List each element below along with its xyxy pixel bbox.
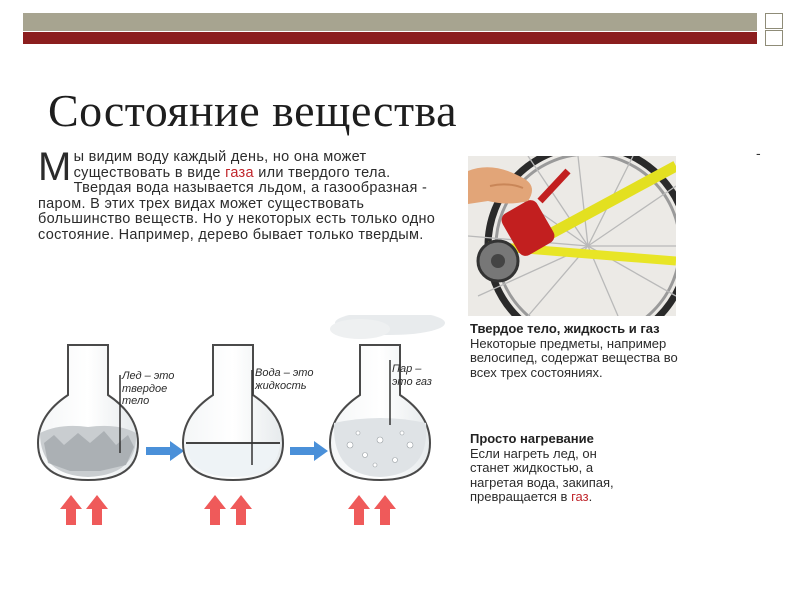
steam-cloud-2 bbox=[330, 319, 390, 339]
caption-heating-heading: Просто нагревание bbox=[470, 431, 594, 446]
arrow-right-icon bbox=[290, 441, 328, 461]
flasks-drawing bbox=[30, 315, 460, 525]
label-ice-line: тело bbox=[122, 395, 150, 407]
caption-heating-suffix: . bbox=[588, 489, 593, 504]
caption-states-line: велосипед, содержат вещества во bbox=[470, 350, 678, 365]
label-ice-line: Лед – это bbox=[122, 370, 175, 382]
corner-square-top bbox=[765, 13, 783, 29]
dash-mark: - bbox=[756, 145, 761, 161]
header-bar-red bbox=[23, 32, 757, 44]
header-bar-gray bbox=[23, 13, 757, 31]
caption-heating-line: Если нагреть лед, он bbox=[470, 445, 597, 461]
bicycle-photo bbox=[468, 156, 676, 316]
label-steam-line: это газ bbox=[392, 375, 432, 388]
arrow-right-icon bbox=[146, 441, 184, 461]
label-water-line: жидкость bbox=[255, 379, 307, 392]
intro-part-2: или твердого тела. Твердая вода называется льдом, а газообразная - паром. В этих трех видах может существовать большинство веществ. Но у некоторых есть только одно состояние. Например, дерево бывает только твердым. bbox=[38, 164, 436, 243]
label-water bbox=[255, 367, 313, 392]
caption-states-heading: Твердое тело, жидкость и газ bbox=[470, 321, 660, 336]
intro-part-1: ы видим воду каждый день, но она может существовать в виде bbox=[73, 149, 367, 181]
corner-square-mid bbox=[765, 30, 783, 46]
arrow-up-icon bbox=[60, 495, 396, 525]
caption-heating-prefix: превращается в bbox=[470, 489, 572, 504]
slide-title: Состояние вещества bbox=[48, 85, 458, 136]
flask-icon-ice bbox=[38, 345, 138, 480]
intro-gas-word: газа bbox=[225, 164, 254, 181]
flask-icon-water bbox=[183, 345, 283, 480]
caption-states-line: всех трех состояниях. bbox=[470, 364, 603, 380]
caption-heating-line-last bbox=[470, 490, 780, 505]
caption-heating-gas-word: газ bbox=[571, 489, 589, 504]
flasks-diagram bbox=[30, 315, 460, 525]
caption-heating bbox=[470, 432, 780, 505]
label-water-line: Вода – это bbox=[255, 367, 314, 379]
caption-heating-line: нагретая вода, закипая, bbox=[470, 474, 614, 490]
bicycle-illustration bbox=[468, 156, 676, 316]
label-ice bbox=[122, 370, 174, 408]
caption-heating-line: станет жидкостью, а bbox=[470, 460, 594, 475]
caption-states bbox=[470, 322, 780, 380]
label-steam bbox=[392, 363, 432, 388]
label-steam-line: Пар – bbox=[392, 363, 422, 375]
label-ice-line: твердое bbox=[122, 382, 168, 395]
caption-states-line: Некоторые предметы, например bbox=[470, 335, 667, 351]
drop-cap: М bbox=[38, 145, 72, 189]
intro-text bbox=[38, 145, 448, 243]
